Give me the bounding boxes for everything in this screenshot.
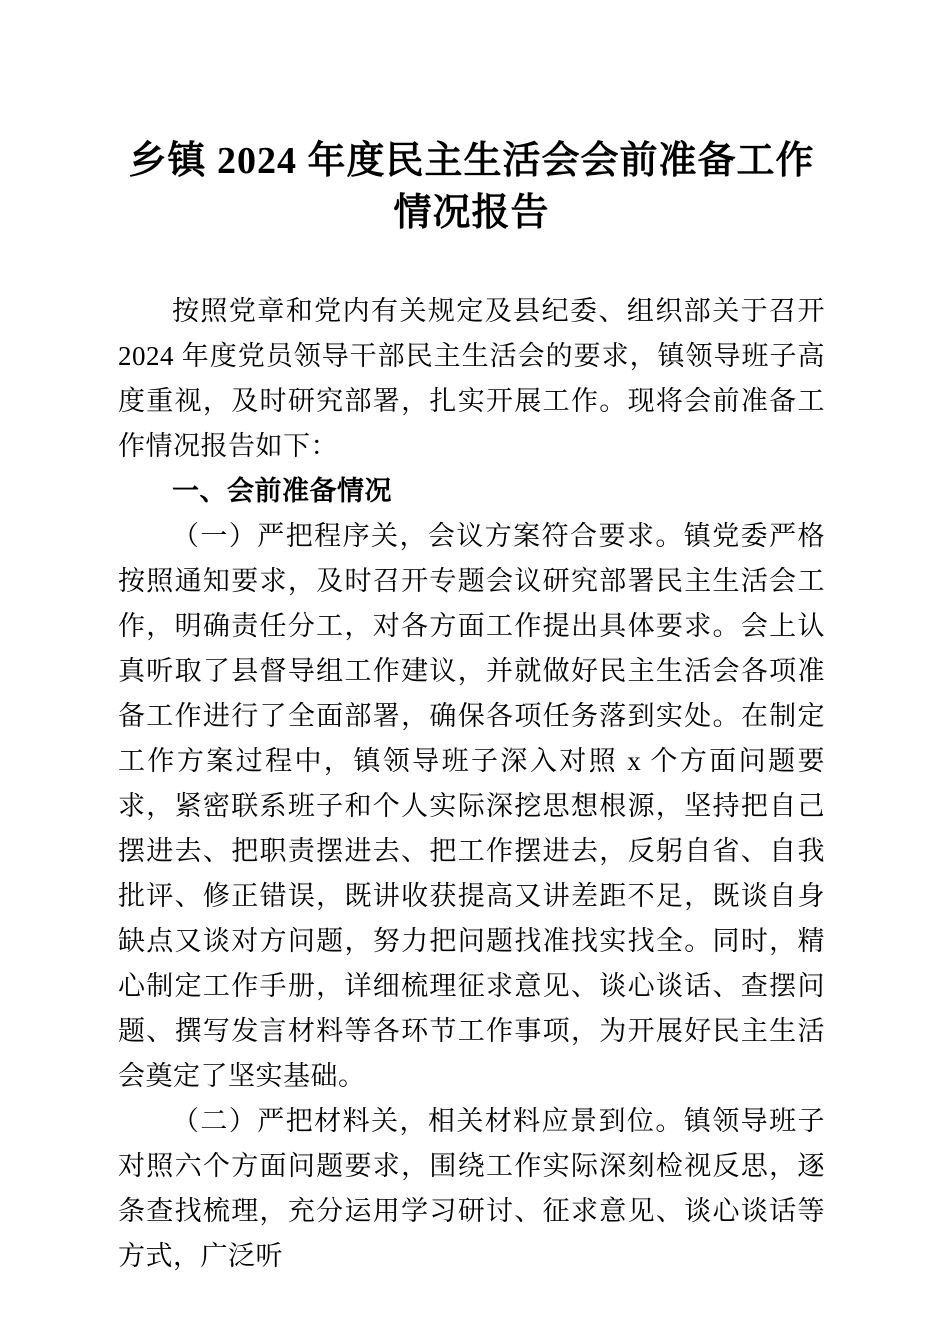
section-2-body: 镇领导班子对照六个方面问题要求，围绕工作实际深刻检视反思，逐条查找梳理，充分运用学习研讨、征求意见、谈心谈话等方式，广泛听 (118, 1106, 826, 1271)
document-title: 乡镇 2024 年度民主生活会会前准备工作情况报告 (128, 140, 815, 234)
intro-paragraph: 按照党章和党内有关规定及县纪委、组织部关于召开 2024 年度党员领导干部民主生活会的要求，镇领导班子高度重视，及时研究部署，扎实开展工作。现将会前准备工作情况报告如下： (118, 296, 825, 461)
section-2-lead: （二）严把材料关，相关材料应景到位。 (172, 1106, 684, 1136)
section-1-lead: （一）严把程序关，会议方案符合要求。 (172, 521, 684, 551)
paragraph-section-2 (118, 1099, 825, 1279)
section-heading-1: 一、会前准备情况 (172, 476, 392, 506)
section-1-body: 镇党委严格按照通知要求，及时召开专题会议研究部署民主生活会工作，明确责任分工，对各方面工作提出具体要求。会上认真听取了县督导组工作建议，并就做好民主生活会各项准备工作进行了全面部署，确保各项任务落到实处。在制定工作方案过程中，镇领导班子深入对照 x 个方面问题要求，紧密联系班子和个人实际深挖思想根源，坚持把自己摆进去、把职责摆进去、把工作摆进去，反躬自省、自我批评、修正错误，既讲收获提高又讲差距不足，既谈自身缺点又谈对方问题，努力把问题找准找实找全。同时，精心制定工作手册，详细梳理征求意见、谈心谈话、查摆问题、撰写发言材料等各环节工作事项，为开展好民主生活会奠定了坚实基础。 (118, 521, 826, 1091)
paragraph-section-1 (118, 514, 825, 1099)
